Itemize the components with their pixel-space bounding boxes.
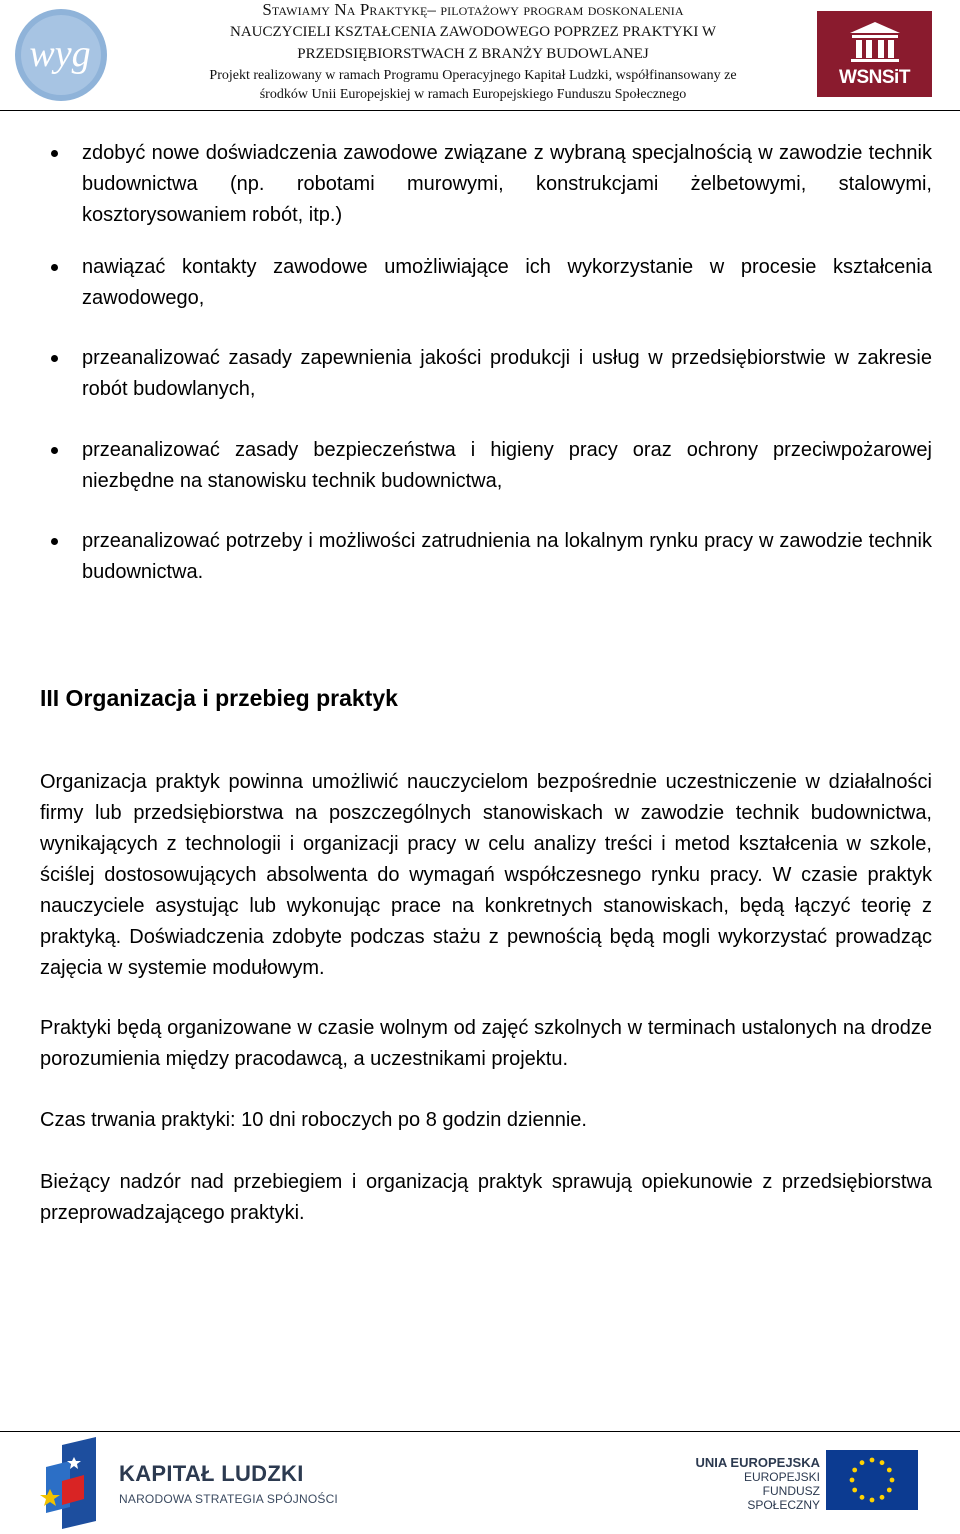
eu-star-icon bbox=[887, 1468, 892, 1473]
wyg-logo-text: wyg bbox=[29, 33, 91, 75]
page-header bbox=[0, 0, 960, 112]
eu-star-icon bbox=[870, 1498, 875, 1503]
list-item-text: przeanalizować zasady zapewnienia jakości produkcji i usług w przedsiębiorstwie w zakresie robót budowlanych, bbox=[82, 347, 932, 400]
paragraph-czas-trwania: Czas trwania praktyki: 10 dni roboczych po 8 godzin dziennie. bbox=[40, 1109, 587, 1131]
eu-star-icon bbox=[860, 1495, 865, 1500]
footer-divider bbox=[0, 1431, 960, 1432]
section-heading: III Organizacja i przebieg praktyk bbox=[40, 685, 398, 711]
paragraph-nadzor: Bieżący nadzór nad przebiegiem i organizacją praktyk sprawują opiekunowie z przedsiębiorstwa przeprowadzającego praktyki. bbox=[40, 1171, 932, 1224]
eu-star-icon bbox=[880, 1495, 885, 1500]
eu-star-icon bbox=[850, 1478, 855, 1483]
eu-line-3: FUNDUSZ SPOŁECZNY bbox=[747, 1484, 820, 1512]
eu-star-icon bbox=[890, 1478, 895, 1483]
wsnsit-logo bbox=[817, 11, 932, 97]
list-item-text: przeanalizować potrzeby i możliwości zatrudnienia na lokalnym rynku pracy w zawodzie technik budownictwa. bbox=[82, 530, 932, 583]
eu-star-icon bbox=[860, 1460, 865, 1465]
list-item bbox=[82, 252, 932, 314]
bullet-icon bbox=[51, 150, 58, 157]
header-line-5: środków Unii Europejskiej w ramach Europejskiego Funduszu Społecznego bbox=[259, 87, 687, 102]
eu-star-icon bbox=[887, 1488, 892, 1493]
eu-star-icon bbox=[852, 1468, 857, 1473]
paragraph-terminy: Praktyki będą organizowane w czasie wolnym od zajęć szkolnych w terminach ustalonych na drodze porozumienia między pracodawcą, a uczestnikami projektu. bbox=[40, 1017, 932, 1070]
header-line-2: NAUCZYCIELI KSZTAŁCENIA ZAWODOWEGO POPRZEZ PRAKTYKI W bbox=[229, 24, 717, 40]
header-divider bbox=[0, 110, 960, 111]
kapital-ludzki-subtitle: NARODOWA STRATEGIA SPÓJNOŚCI bbox=[119, 1492, 338, 1506]
list-item-text: nawiązać kontakty zawodowe umożliwiające ich wykorzystanie w procesie kształcenia zawodowego, bbox=[82, 256, 932, 309]
eu-star-icon bbox=[880, 1460, 885, 1465]
eu-fund-label bbox=[690, 1455, 820, 1512]
eu-flag-icon bbox=[826, 1450, 918, 1510]
kapital-ludzki-title: KAPITAŁ LUDZKI bbox=[119, 1461, 304, 1486]
header-line-3: PRZEDSIĘBIORSTWACH Z BRANŻY BUDOWLANEJ bbox=[297, 46, 649, 62]
list-item-text: przeanalizować zasady bezpieczeństwa i higieny pracy oraz ochrony przeciwpożarowej niezbędne na stanowisku technik budownictwa, bbox=[82, 439, 932, 492]
paragraph-organizacja: Organizacja praktyk powinna umożliwić nauczycielom bezpośrednie uczestniczenie w działalności firmy lub przedsiębiorstwa na poszczególnych stanowiskach w zawodzie technik budownictwa, wynikających z technologii i organizacji pracy w celu analizy treści i metod kształcenia w szkole, ściślej dostosowujących absolwenta do wymagań współczesnego rynku pracy. W czasie praktyk nauczyciele asystując lub wykonując prace na konkretnych stanowiskach, będą łączyć teorię z praktyką. Doświadczenia zdobyte podczas stażu z pewnością będą mogli wykorzystać prowadząc zajęcia w systemie modułowym. bbox=[40, 771, 932, 979]
bullet-icon bbox=[51, 355, 58, 362]
list-item bbox=[82, 343, 932, 405]
bullet-icon bbox=[51, 538, 58, 545]
eu-line-1: UNIA EUROPEJSKA bbox=[695, 1455, 820, 1470]
header-line-1: Stawiamy Na Praktykę– pilotażowy program doskonalenia bbox=[262, 0, 684, 19]
header-title bbox=[116, 0, 830, 104]
header-line-4: Projekt realizowany w ramach Programu Operacyjnego Kapitał Ludzki, współfinansowany ze bbox=[209, 68, 737, 83]
list-item bbox=[82, 526, 932, 588]
wyg-logo bbox=[14, 8, 108, 102]
list-item-text: zdobyć nowe doświadczenia zawodowe związane z wybraną specjalnością w zawodzie technik budownictwa (np. robotami murowymi, konstrukcjami żelbetowymi, stalowymi, kosztorysowaniem robót, itp.) bbox=[82, 142, 932, 226]
list-item bbox=[82, 138, 932, 231]
eu-star-icon bbox=[870, 1458, 875, 1463]
building-icon bbox=[848, 20, 902, 64]
bullet-icon bbox=[51, 264, 58, 271]
eu-star-icon bbox=[852, 1488, 857, 1493]
eu-line-2: EUROPEJSKI bbox=[743, 1470, 820, 1484]
list-item bbox=[82, 435, 932, 497]
wsnsit-logo-text: WSNSiT bbox=[839, 67, 910, 88]
bullet-icon bbox=[51, 447, 58, 454]
